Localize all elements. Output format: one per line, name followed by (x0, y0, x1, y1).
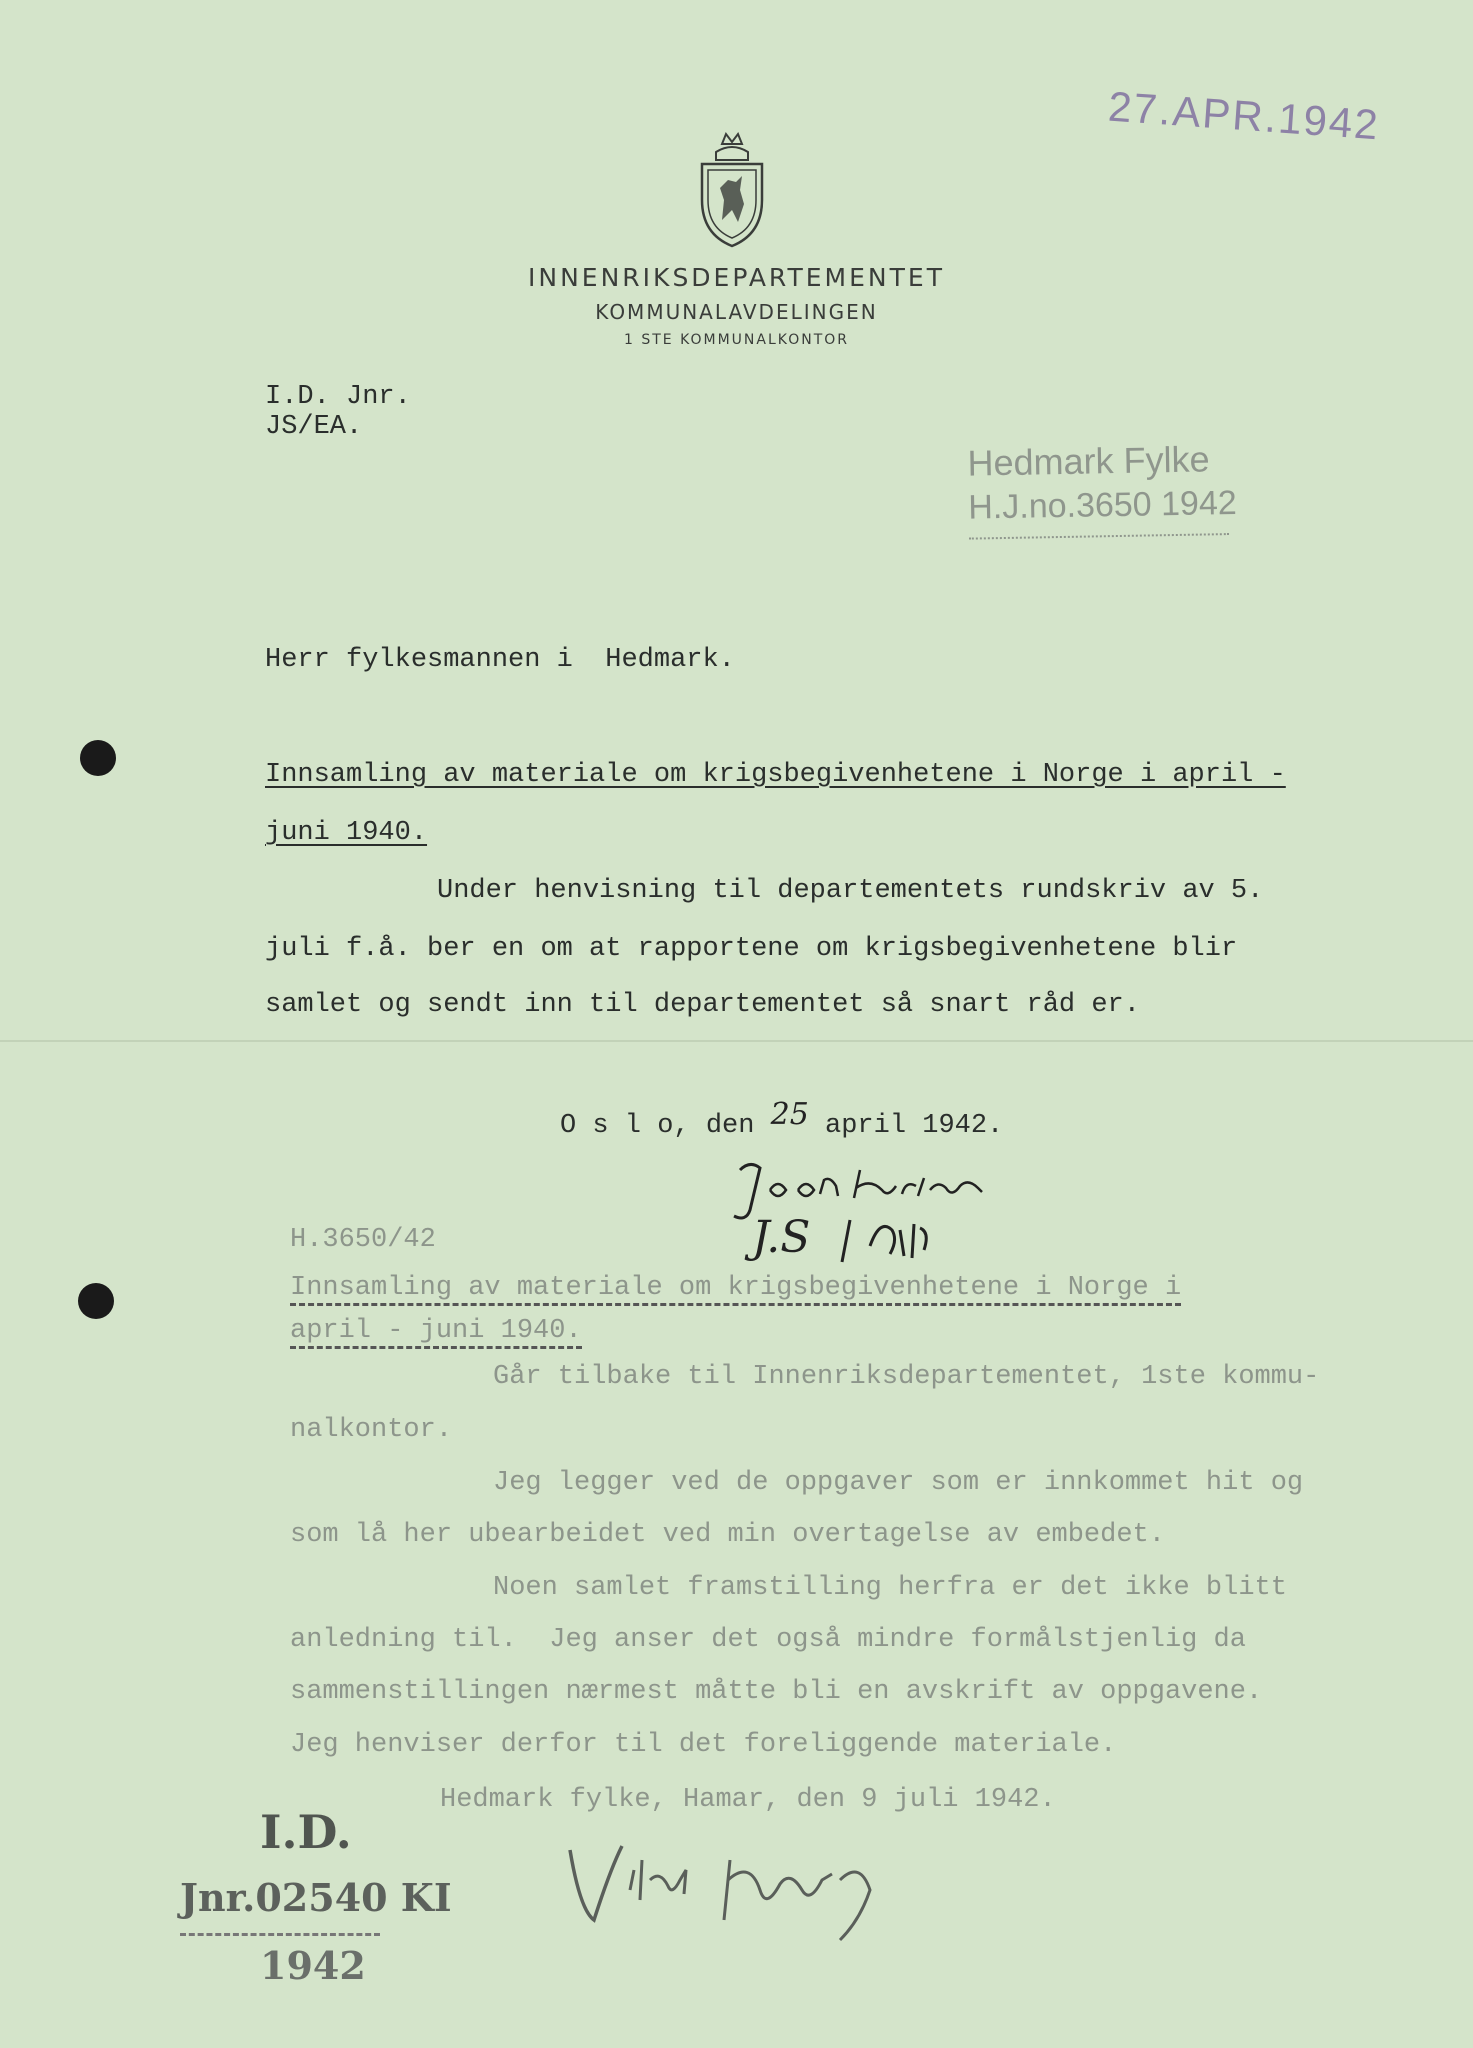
letterhead-ministry: INNENRIKSDEPARTEMENTET (528, 263, 945, 292)
dateline-suffix: april 1942. (808, 1111, 1004, 1141)
punch-hole-bottom (78, 1283, 114, 1319)
initials-handwritten: J.S (752, 1212, 811, 1263)
journal-ref: I.D. Jnr. (265, 382, 411, 412)
initials-flourish (840, 1210, 970, 1270)
reply-dateline: Hedmark fylke, Hamar, den 9 juli 1942. (440, 1785, 1056, 1815)
subject-line2: juni 1940. (265, 818, 428, 848)
letterhead-department: KOMMUNALAVDELINGEN (595, 300, 878, 324)
reply-p3-line3: sammenstillingen nærmest måtte bli en avskrift av oppgavene. (290, 1677, 1263, 1707)
dateline-day: 25 (770, 1097, 809, 1132)
reply-p2-line1: Jeg legger ved de oppgaver som er innkommet hit og (493, 1468, 1304, 1498)
id-stamp-line1: I.D. (260, 1805, 352, 1859)
reply-p3-line4: Jeg henviser derfor til det foreliggende materiale. (290, 1730, 1117, 1760)
initials-ref: JS/EA. (265, 412, 363, 442)
body-line2: juli f.å. ber en om at rapportene om krigsbegivenhetene blir (265, 934, 1238, 964)
fold-line (0, 1040, 1473, 1042)
id-stamp-line2: Jnr.02540 KI (180, 1875, 452, 1920)
reply-subject-line2 (290, 1316, 582, 1349)
hedmark-journal-stamp (967, 437, 1269, 539)
reply-signature-handwritten (560, 1830, 940, 1950)
coat-of-arms-icon (692, 130, 772, 250)
body-line3: samlet og sendt inn til departementet så snart råd er. (265, 990, 1140, 1020)
recipient: Herr fylkesmannen i Hedmark. (265, 645, 735, 675)
punch-hole-top (80, 740, 116, 776)
reply-subject-line1 (290, 1273, 1181, 1306)
received-date-stamp: 27.APR.1942 (1106, 82, 1382, 149)
reply-ref: H.3650/42 (290, 1225, 436, 1255)
body-line1: Under henvisning til departementets rundskriv av 5. (437, 876, 1264, 906)
subject-line1: Innsamling av materiale om krigsbegivenhetene i Norge i april - (265, 760, 1286, 790)
hedmark-stamp-line2: H.J.no.3650 1942 (967, 483, 1238, 527)
reply-p3-line1: Noen samlet framstilling herfra er det ikke blitt (493, 1573, 1287, 1603)
id-stamp-line3: 1942 (260, 1943, 366, 1988)
reply-subject-text2: april - juni 1940. (290, 1316, 582, 1349)
letterhead-office: 1 STE KOMMUNALKONTOR (624, 332, 849, 348)
id-stamp-rule (180, 1933, 380, 1936)
dateline (560, 1097, 1004, 1141)
reply-p2-line2: som lå her ubearbeidet ved min overtagelse av embedet. (290, 1520, 1165, 1550)
hedmark-stamp-line1: Hedmark Fylke (967, 438, 1210, 484)
dateline-prefix: O s l o, den (560, 1111, 771, 1141)
reply-p1-line1: Går tilbake til Innenriksdepartementet, 1ste kommu- (493, 1362, 1320, 1392)
reply-p1-line2: nalkontor. (290, 1415, 453, 1445)
reply-p3-line2: anledning til. Jeg anser det også mindre formålstjenlig da (290, 1625, 1246, 1655)
reply-subject-text1: Innsamling av materiale om krigsbegivenhetene i Norge i (290, 1273, 1181, 1306)
